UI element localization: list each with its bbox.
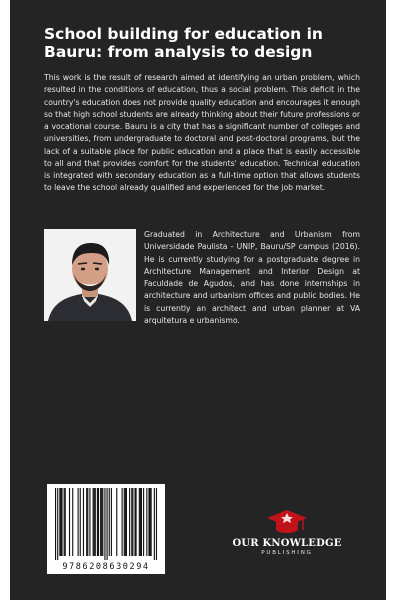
publisher-tagline: PUBLISHING	[261, 550, 313, 556]
book-abstract: This work is the result of research aimed at identifying an urban problem, which resulted in the conditions of education, thus a social problem. This deficit in the country's education does not provide quality education and encourages it enough so that high school students are already thinking about their future professions or a vocational course. Bauru is a city that has a significant number of colleges and universities, from undergraduate to doctoral and post-doctoral programs, but the lack of a suitable place for public education and a place that is easily accessible to all and that provides comfort for the students' education. Technical education is integrated with secondary education as a full-time option that allows students to leave the school already qualified and experienced for the job market.	[44, 73, 360, 193]
author-bio: Graduated in Architecture and Urbanism from Universidade Paulista - UNIP, Bauru/SP campus (2016). He is currently studying for a postgraduate degree in Architecture Management and Interior Design at Faculdade de Agudos, and has done internships in architecture and urbanism offices and public bodies. He is currently an architect and urban planner at VA arquitetura e urbanismo.	[144, 230, 360, 325]
barcode-bar	[154, 488, 155, 560]
isbn-number: 9786208630294	[62, 562, 150, 572]
barcode-bar	[64, 488, 65, 556]
barcode-bar	[146, 488, 147, 556]
barcode-bar	[55, 488, 56, 560]
barcode-bar	[125, 488, 126, 556]
barcode-bar	[104, 488, 105, 560]
barcode-bar	[129, 488, 130, 556]
barcode-bar	[98, 488, 99, 556]
barcode-bar	[57, 488, 58, 560]
barcode-bar	[140, 488, 141, 556]
barcode-bar	[156, 488, 157, 560]
barcode-bar	[148, 488, 149, 556]
barcode-bar	[139, 488, 140, 556]
barcode-bar	[87, 488, 88, 556]
barcode-bar	[131, 488, 132, 556]
barcode-bar	[89, 488, 90, 556]
barcode-bar	[94, 488, 95, 556]
barcode-bar	[134, 488, 135, 556]
barcode-bar	[100, 488, 101, 556]
barcode-bar	[101, 488, 102, 556]
barcode-bar	[116, 488, 117, 556]
barcode-bar	[97, 488, 98, 556]
barcode-bars	[55, 488, 157, 560]
barcode-bar	[72, 488, 73, 556]
barcode-bar	[65, 488, 66, 556]
barcode-bar	[95, 488, 96, 556]
isbn-barcode	[47, 484, 165, 574]
barcode-bar	[136, 488, 137, 556]
barcode-bar	[109, 488, 110, 556]
publisher-name: OUR KNOWLEDGE	[232, 538, 342, 549]
barcode-bar	[93, 488, 94, 556]
barcode-bar	[141, 488, 142, 556]
barcode-bar	[107, 488, 108, 560]
barcode-bar	[102, 488, 103, 556]
barcode-bar	[83, 488, 84, 556]
barcode-bar	[111, 488, 112, 556]
back-cover	[10, 0, 386, 600]
graduation-cap-icon	[265, 508, 309, 536]
barcode-bar	[60, 488, 61, 556]
barcode-bar	[126, 488, 127, 556]
barcode-bar	[80, 488, 81, 556]
barcode-bar	[86, 488, 87, 556]
barcode-bar	[124, 488, 125, 556]
barcode-bar	[69, 488, 70, 556]
publisher-logo	[232, 508, 342, 568]
author-photo	[44, 229, 136, 321]
barcode-bar	[132, 488, 133, 556]
barcode-bar	[149, 488, 150, 556]
barcode-bar	[143, 488, 144, 556]
barcode-bar	[61, 488, 62, 556]
book-title: School building for education in Bauru: from analysis to design	[44, 25, 323, 61]
barcode-bar	[151, 488, 152, 556]
barcode-bar	[122, 488, 123, 556]
barcode-bar	[78, 488, 79, 556]
barcode-bar	[59, 488, 60, 556]
